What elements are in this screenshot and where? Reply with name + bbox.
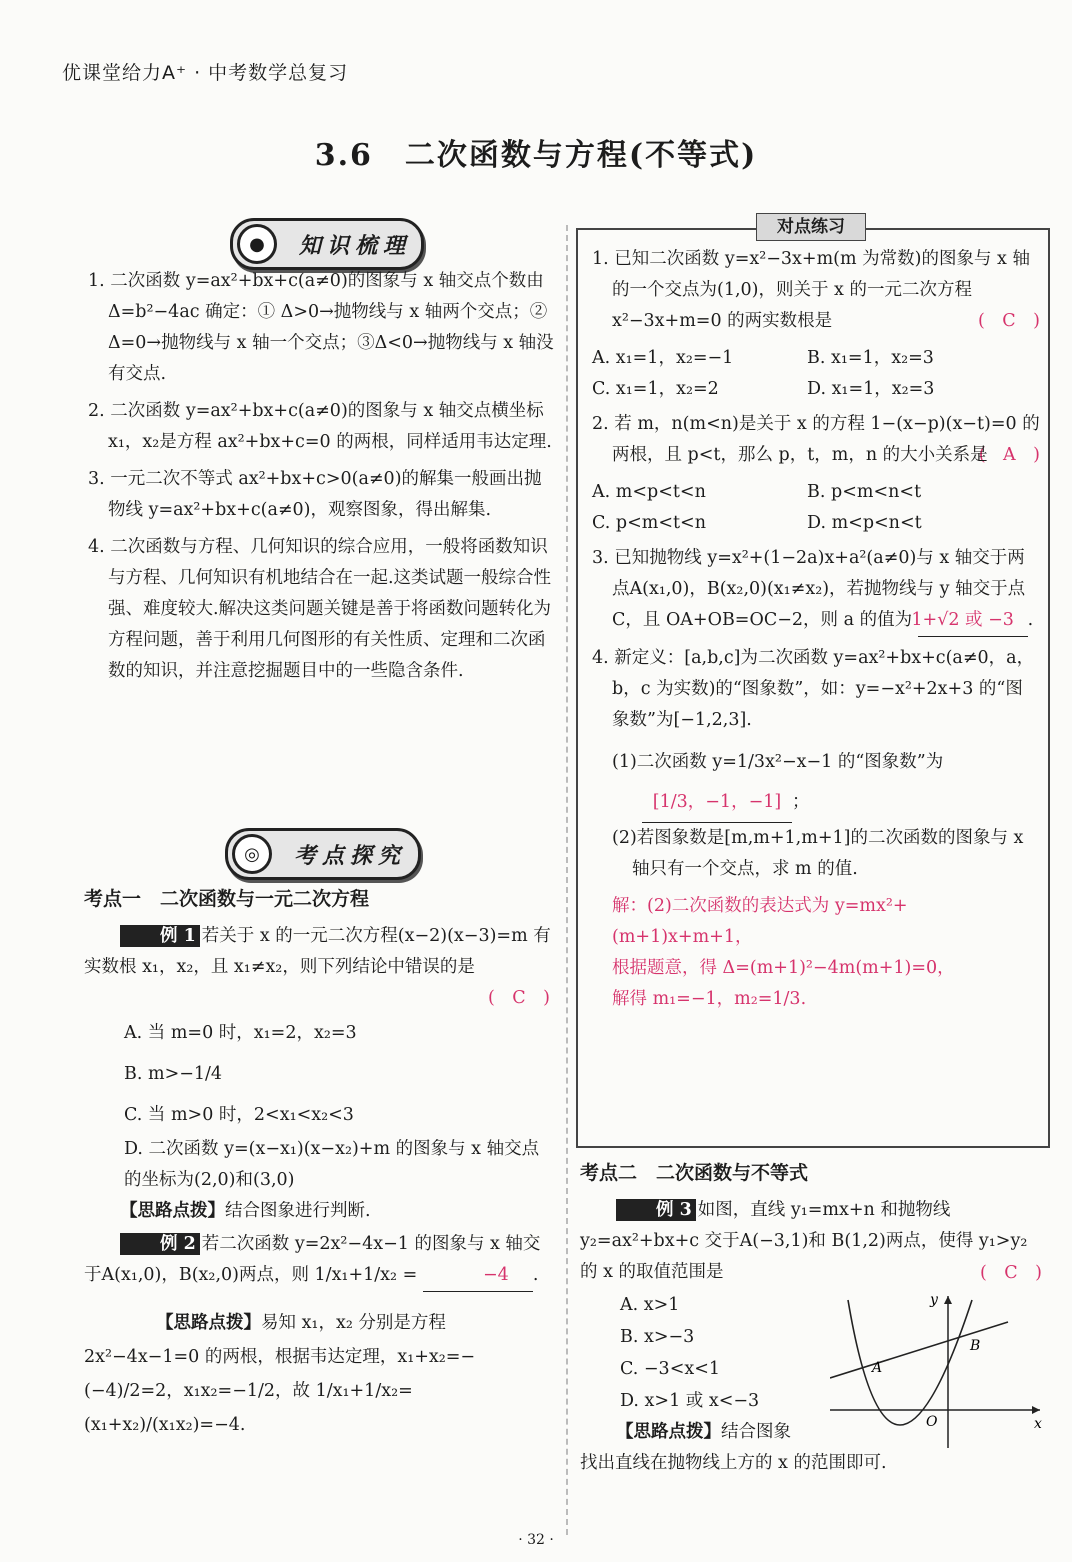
section-2-title: 考点二 二次函数与不等式	[580, 1162, 809, 1184]
example-1-answer: ( C )	[487, 988, 550, 1008]
practice-q2-option-a: A. m<p<t<n	[592, 482, 706, 502]
practice-content	[592, 244, 1040, 1015]
section-1-title: 考点一 二次函数与一元二次方程	[84, 888, 370, 910]
knowledge-list	[88, 266, 556, 693]
practice-q4: 4. 新定义：[a,b,c]为二次函数 y=ax²+bx+c(a≠0，a，b，c 为实数)的“图象数”，如：y=−x²+2x+3 的“图象数”为[−1,2,3].	[592, 648, 1035, 730]
parabola	[848, 1300, 972, 1425]
knowledge-item-3: 3. 一元二次不等式 ax²+bx+c>0(a≠0)的解集一般画出抛物线 y=ax²+bx+c(a≠0)，观察图象，得出解集.	[88, 469, 542, 520]
example-1-hint-label: 【思路点拨】	[120, 1201, 225, 1221]
example-1-option-c: C. 当 m>0 时，2<x₁<x₂<3	[124, 1105, 354, 1125]
line-y1	[830, 1322, 1008, 1378]
practice-q2-option-c: C. p<m<t<n	[592, 513, 706, 533]
practice-q4-part1-answer: [1/3，−1，−1] ；	[592, 782, 1040, 823]
example-3-option-b: B. x>−3	[620, 1327, 695, 1347]
example-3-option-d: D. x>1 或 x<−3	[620, 1391, 760, 1411]
practice-q1-option-b: B. x₁=1，x₂=3	[807, 348, 934, 368]
practice-q4-solution-1: 解：(2)二次函数的表达式为 y=mx²+(m+1)x+m+1，	[612, 896, 908, 947]
page-title: 3.6 二次函数与方程(不等式)	[314, 138, 758, 173]
example-1-option-d: D. 二次函数 y=(x−x₁)(x−x₂)+m 的图象与 x 轴交点的坐标为(2,0)和(3,0)	[124, 1139, 540, 1190]
banner-exploration	[225, 828, 421, 880]
practice-q1-option-d: D. x₁=1，x₂=3	[807, 379, 935, 399]
practice-q2-option-d: D. m<p<n<t	[807, 513, 922, 533]
example-1	[84, 921, 554, 983]
example-3-answer: ( C )	[979, 1263, 1042, 1283]
practice-q1-option-c: C. x₁=1，x₂=2	[592, 379, 719, 399]
example-1-option-b: B. m>−1/4	[124, 1064, 223, 1084]
page-header: 优课堂给力A⁺ · 中考数学总复习	[62, 62, 349, 84]
x-axis-arrow	[1032, 1406, 1040, 1414]
practice-q3: 3. 已知抛物线 y=x²+(1−2a)x+a²(a≠0)与 x 轴交于两点A(x₁,0)，B(x₂,0)(x₁≠x₂)，若抛物线与 y 轴交于点C，且 OA+OB=OC−2，则 a 的值为 1+√2 或 −3 .	[592, 543, 1040, 637]
example-1-label: 例 1	[120, 925, 200, 947]
practice-q1-options	[592, 343, 1040, 405]
practice-q3-blank: 1+√2 或 −3	[918, 605, 1028, 637]
practice-q1-option-a: A. x₁=1，x₂=−1	[592, 348, 734, 368]
practice-q1-text: 1. 已知二次函数 y=x²−3x+m(m 为常数)的图象与 x 轴的一个交点为(1,0)，则关于 x 的一元二次方程 x²−3x+m=0 的两实数根是	[592, 249, 1030, 331]
practice-box-title: 对点练习	[756, 213, 866, 241]
knowledge-item-4: 4. 二次函数与方程、几何知识的综合应用，一般将函数知识与方程、几何知识有机地结合在一起.这类试题一般综合性强、难度较大.解决这类问题关键是善于将函数问题转化为方程问题，善于利用几何图形的有关性质、定理和二次函数的知识，并注意挖掘题目中的一些隐含条件.	[88, 537, 552, 681]
magnifier-icon: ◎	[232, 834, 272, 874]
practice-q2-option-b: B. p<m<n<t	[807, 482, 922, 502]
left-column-examples	[84, 884, 554, 1442]
example-2-hint	[84, 1306, 554, 1442]
practice-q4-part2: (2)若图象数是[m,m+1,m+1]的二次函数的图象与 x 轴只有一个交点，求 m 的值.	[612, 828, 1024, 879]
knowledge-item-2: 2. 二次函数 y=ax²+bx+c(a≠0)的图象与 x 轴交点横坐标 x₁，x₂是方程 ax²+bx+c=0 的两根，同样适用韦达定理.	[88, 401, 552, 452]
page-number: · 32 ·	[518, 1532, 554, 1548]
practice-q4-part1-blank: [1/3，−1，−1]	[642, 782, 792, 823]
example-3-hint-text: 结合图象	[721, 1422, 791, 1442]
example-2: 例 2 若二次函数 y=2x²−4x−1 的图象与 x 轴交于A(x₁,0)，B(x₂,0)两点，则 1/x₁+1/x₂ = −4 .	[84, 1229, 554, 1292]
practice-q2	[592, 409, 1040, 471]
example-1-hint-text: 结合图象进行判断.	[225, 1201, 371, 1221]
example-2-hint-text: 易知 x₁，x₂ 分别是方程 2x²−4x−1=0 的两根，根据韦达定理，x₁+x₂=−(−4)/2=2，x₁x₂=−1/2，故 1/x₁+1/x₂=(x₁+x₂)/(x₁x₂)=−4.	[84, 1313, 476, 1435]
example-1-text: 若关于 x 的一元二次方程(x−2)(x−3)=m 有实数根 x₁，x₂，且 x₁≠x₂，则下列结论中错误的是	[84, 926, 551, 977]
example-2-text: 若二次函数 y=2x²−4x−1 的图象与 x 轴交于A(x₁,0)，B(x₂,0)两点，则 1/x₁+1/x₂ =	[84, 1234, 541, 1285]
origin-label: O	[926, 1414, 938, 1430]
example-3-hint-label: 【思路点拨】	[616, 1422, 721, 1442]
practice-q4-solution-3: 解得 m₁=−1，m₂=1/3.	[612, 989, 807, 1009]
example-1-option-a: A. 当 m=0 时，x₁=2，x₂=3	[124, 1023, 357, 1043]
y-axis-arrow	[944, 1296, 952, 1304]
practice-q3-text: 3. 已知抛物线 y=x²+(1−2a)x+a²(a≠0)与 x 轴交于两点A(x₁,0)，B(x₂,0)(x₁≠x₂)，若抛物线与 y 轴交于点C，且 OA+OB=OC−2，则 a 的值为	[592, 548, 1026, 630]
example-3-label: 例 3	[616, 1199, 696, 1221]
point-b-label: B	[970, 1338, 981, 1354]
y-axis-label: y	[930, 1292, 938, 1308]
example-3-text: 如图，直线 y₁=mx+n 和抛物线 y₂=ax²+bx+c 交于A(−3,1)和 B(1,2)两点，使得 y₁>y₂ 的 x 的取值范围是	[580, 1200, 1028, 1282]
example-2-label: 例 2	[120, 1233, 200, 1255]
example-2-hint-label: 【思路点拨】	[156, 1313, 261, 1333]
practice-q1-answer: ( C )	[977, 311, 1040, 331]
practice-q2-answer: ( A )	[978, 445, 1040, 465]
practice-q4-part1	[592, 742, 1040, 782]
point-a-label: A	[872, 1360, 883, 1376]
column-divider	[566, 225, 568, 1535]
example-2-blank: −4	[423, 1260, 533, 1292]
banner-exploration-label: 考点探究	[294, 842, 407, 869]
practice-q4-solution-2: 根据题意，得 Δ=(m+1)²−4m(m+1)=0，	[612, 958, 955, 978]
example-3-hint-continuation: 找出直线在抛物线上方的 x 的范围即可.	[580, 1453, 887, 1473]
example-1-options	[84, 1014, 554, 1196]
example-3-option-a: A. x>1	[620, 1295, 680, 1315]
example-3-option-c: C. −3<x<1	[620, 1359, 721, 1379]
practice-q1	[592, 244, 1040, 337]
practice-q2-options	[592, 477, 1040, 539]
practice-q4-part1-text: (1)二次函数 y=1/3x²−x−1 的“图象数”为	[612, 752, 944, 772]
banner-knowledge-label: 知识梳理	[299, 232, 412, 259]
example-3-graph	[830, 1290, 1050, 1450]
x-axis-label: x	[1034, 1416, 1042, 1432]
banner-knowledge	[230, 218, 424, 270]
knowledge-item-1: 1. 二次函数 y=ax²+bx+c(a≠0)的图象与 x 轴交点个数由 Δ=b²−4ac 确定：① Δ>0→抛物线与 x 轴两个交点；② Δ=0→抛物线与 x 轴一个交点；③Δ<0→抛物线与 x 轴没有交点.	[88, 271, 554, 384]
map-pin-icon: ●	[237, 224, 277, 264]
practice-q2-text: 2. 若 m，n(m<n)是关于 x 的方程 1−(x−p)(x−t)=0 的两根，且 p<t，那么 p，t，m，n 的大小关系是	[592, 414, 1040, 465]
example-1-hint	[84, 1196, 554, 1227]
